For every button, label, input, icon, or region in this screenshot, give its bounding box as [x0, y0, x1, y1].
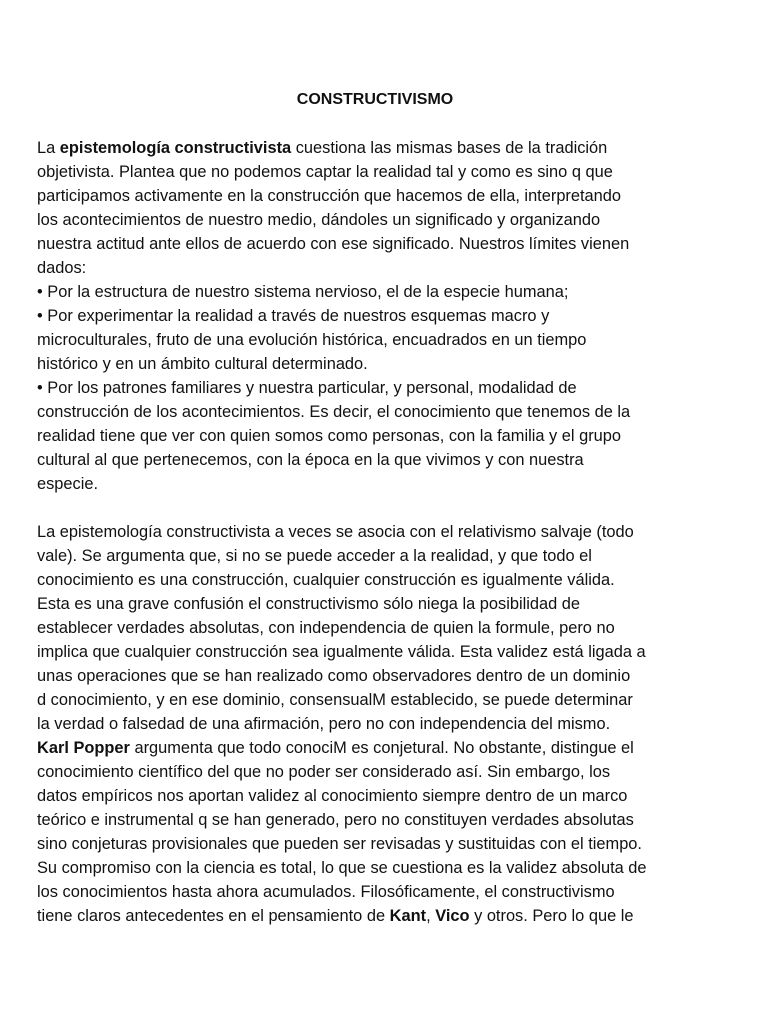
text-line: conocimiento científico del que no poder ser considerado así. Sin embargo, los — [37, 763, 611, 781]
bullet-line: • Por la estructura de nuestro sistema nervioso, el de la especie humana; — [37, 283, 569, 301]
paragraph-relativism — [37, 520, 737, 928]
text-line: objetivista. Plantea que no podemos captar la realidad tal y como es sino q que — [37, 163, 613, 181]
text-fragment: cuestiona las mismas bases de la tradición — [291, 139, 608, 157]
text-line: construcción de los acontecimientos. Es decir, el conocimiento que tenemos de la — [37, 403, 631, 421]
text-fragment: y otros. Pero lo que le — [469, 907, 634, 925]
bold-term: Kant — [389, 907, 427, 925]
text-line: vale). Se argumenta que, si no se puede acceder a la realidad, y que todo el — [37, 547, 592, 565]
text-line: participamos activamente en la construcción que hacemos de ella, interpretando — [37, 187, 622, 205]
text-line: establecer verdades absolutas, con independencia de quien la formule, pero no — [37, 619, 615, 637]
text-line: los conocimientos hasta ahora acumulados. Filosóficamente, el constructivismo — [37, 883, 615, 901]
bullet-line: • Por los patrones familiares y nuestra particular, y personal, modalidad de — [37, 379, 577, 397]
paragraph-gap — [37, 496, 737, 520]
text-line: histórico y en un ámbito cultural determinado. — [37, 355, 368, 373]
text-line: cultural al que pertenecemos, con la época en la que vivimos y con nuestra — [37, 451, 584, 469]
text-line: La epistemología constructivista a veces se asocia con el relativismo salvaje (todo — [37, 523, 634, 541]
text-line: dados: — [37, 259, 87, 277]
text-line: Su compromiso con la ciencia es total, lo que se cuestiona es la validez absoluta de — [37, 859, 647, 877]
text-line: los acontecimientos de nuestro medio, dándoles un significado y organizando — [37, 211, 601, 229]
text-line: d conocimiento, y en ese dominio, consensualM establecido, se puede determinar — [37, 691, 633, 709]
text-line: nuestra actitud ante ellos de acuerdo con ese significado. Nuestros límites vienen — [37, 235, 630, 253]
text-line — [37, 736, 737, 760]
text-line: sino conjeturas provisionales que pueden ser revisadas y sustituidas con el tiempo. — [37, 835, 642, 853]
bullet-line: • Por experimentar la realidad a través de nuestros esquemas macro y — [37, 307, 550, 325]
text-line: la verdad o falsedad de una afirmación, pero no con independencia del mismo. — [37, 715, 611, 733]
bold-term: Vico — [435, 907, 470, 925]
text-line: teórico e instrumental q se han generado, pero no constituyen verdades absolutas — [37, 811, 634, 829]
text-line: implica que cualquier construcción sea igualmente válida. Esta validez está ligada a — [37, 643, 646, 661]
text-line: Esta es una grave confusión el constructivismo sólo niega la posibilidad de — [37, 595, 581, 613]
text-line — [37, 904, 737, 928]
text-line: microculturales, fruto de una evolución histórica, encuadrados en un tiempo — [37, 331, 587, 349]
text-fragment: , — [426, 907, 436, 925]
text-fragment: tiene claros antecedentes en el pensamiento de — [37, 907, 390, 925]
text-line: conocimiento es una construcción, cualquier construcción es igualmente válida. — [37, 571, 615, 589]
text-line: realidad tiene que ver con quien somos como personas, con la familia y el grupo — [37, 427, 622, 445]
text-line: unas operaciones que se han realizado como observadores dentro de un dominio — [37, 667, 631, 685]
text-line — [37, 136, 737, 160]
paragraph-epistemology — [37, 136, 737, 496]
text-fragment: La — [37, 139, 60, 157]
text-line: especie. — [37, 475, 99, 493]
bold-term: Karl Popper — [37, 739, 130, 757]
document-page — [37, 88, 737, 928]
text-line: datos empíricos nos aportan validez al conocimiento siempre dentro de un marco — [37, 787, 628, 805]
document-title: CONSTRUCTIVISMO — [296, 91, 454, 108]
bold-term: epistemología constructivista — [59, 139, 292, 157]
text-fragment: argumenta que todo conociM es conjetural. No obstante, distingue el — [129, 739, 634, 757]
